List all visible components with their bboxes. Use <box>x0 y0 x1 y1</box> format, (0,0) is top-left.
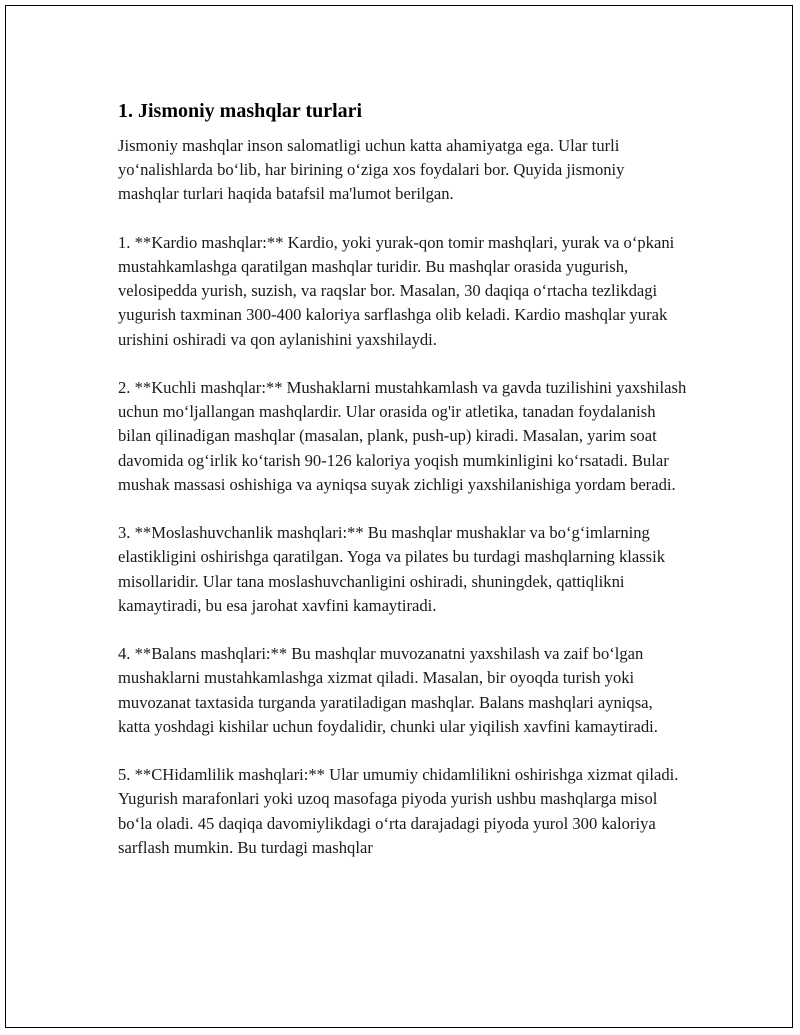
endurance-paragraph: 5. **CHidamlilik mashqlari:** Ular umumiy chidamlilikni oshirishga xizmat qiladi. Yugurish marafonlari yoki uzoq masofaga piyoda yurish ushbu mashqlarga misol bo‘la oladi. 45 daqiqa davomiylikdagi o‘rta darajadagi piyoda yurol 300 kaloriya sarflash mumkin. Bu turdagi mashqlar <box>118 765 679 857</box>
intro-paragraph: Jismoniy mashqlar inson salomatligi uchun katta ahamiyatga ega. Ular turli yo‘nalishlarda bo‘lib, har birining o‘ziga xos foydalari bor. Quyida jismoniy mashqlar turlari haqida batafsil ma'lumot berilgan. <box>118 136 625 204</box>
section-heading: 1. Jismoniy mashqlar turlari <box>118 100 363 122</box>
strength-paragraph: 2. **Kuchli mashqlar:** Mushaklarni mustahkamlash va gavda tuzilishini yaxshilash uchun mo‘ljallangan mashqlardir. Ular orasida og'ir atletika, tanadan foydalanish bilan qilinadigan mashqlar (masalan, plank, push-up) kiradi. Masalan, yarim soat davomida og‘irlik ko‘tarish 90-126 kaloriya yoqish mumkinligini ko‘rsatadi. Bular mushak massasi oshishiga va ayniqsa suyak zichligi yaxshilanishiga yordam beradi. <box>118 378 687 494</box>
document-body <box>118 96 688 884</box>
balance-paragraph: 4. **Balans mashqlari:** Bu mashqlar muvozanatni yaxshilash va zaif bo‘lgan mushaklarni mustahkamlashga xizmat qiladi. Masalan, bir oyoqda turish yoki muvozanat taxtasida turganda yaratiladigan mashqlar. Balans mashqlari ayniqsa, katta yoshdagi kishilar uchun foydalidir, chunki ular yiqilish xavfini kamaytiradi. <box>118 644 658 736</box>
cardio-paragraph: 1. **Kardio mashqlar:** Kardio, yoki yurak-qon tomir mashqlari, yurak va o‘pkani mustahkamlashga qaratilgan mashqlar turidir. Bu mashqlar orasida yugurish, velosipedda yurish, suzish, va raqslar bor. Masalan, 30 daqiqa o‘rtacha tezlikdagi yugurish taxminan 300-400 kaloriya sarflashga olib keladi. Kardio mashqlar yurak urishini oshiradi va qon aylanishini yaxshilaydi. <box>118 232 675 349</box>
document-page <box>5 5 793 1028</box>
flexibility-paragraph: 3. **Moslashuvchanlik mashqlari:** Bu mashqlar mushaklar va bo‘g‘imlarning elastikligini oshirishga qaratilgan. Yoga va pilates bu turdagi mashqlarning klassik misollaridir. Ular tana moslashuvchanligini oshiradi, shuningdek, qattiqlikni kamaytiradi, bu esa jarohat xavfini kamaytiradi. <box>118 523 666 615</box>
